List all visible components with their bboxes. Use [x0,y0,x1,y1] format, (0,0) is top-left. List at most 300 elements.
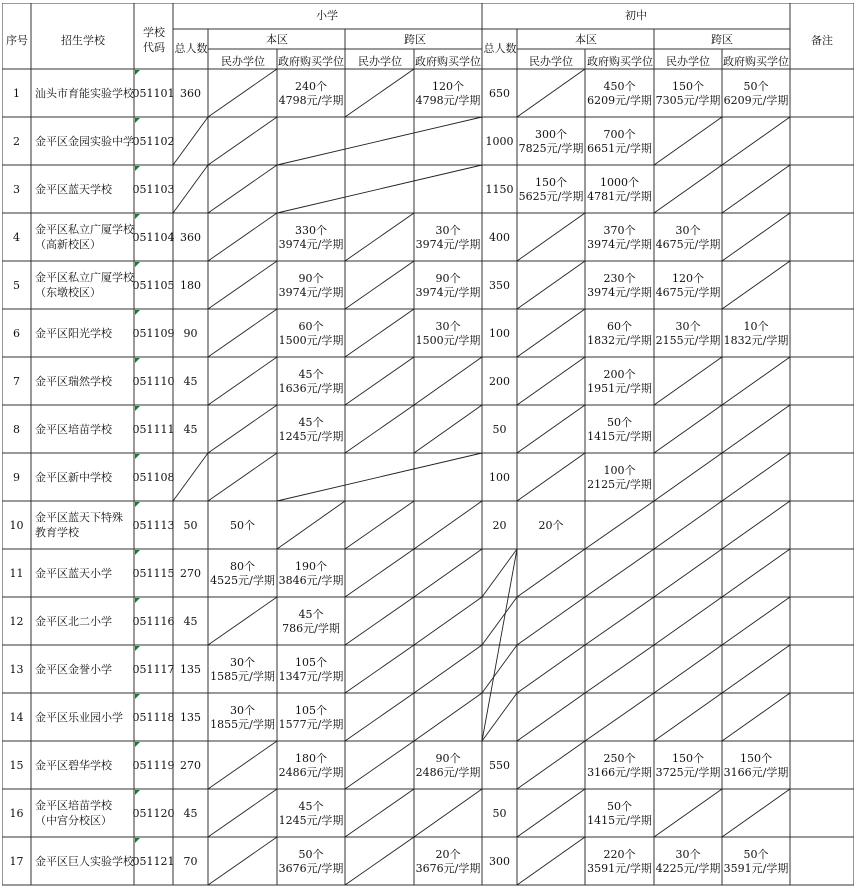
seat-fee: 2155元/学期 [655,334,721,347]
empty-cell-slash [517,837,585,885]
header-seq: 序号 [6,34,28,47]
seat-fee: 3974元/学期 [587,238,652,251]
empty-cell-slash [517,741,585,789]
empty-cell-slash [722,693,790,741]
empty-cell-slash [173,453,208,501]
empty-cell-slash [414,357,482,405]
seat-count: 30个 [435,320,461,333]
cell-comment-marker [135,358,140,363]
seat-count: 10个 [743,320,769,333]
empty-cell-slash [208,69,277,117]
seat-fee: 1500元/学期 [415,334,481,347]
seat-count: 230个 [603,272,636,285]
school-name-line2: （中宫分校区） [35,814,112,827]
seat-count: 700个 [603,128,636,141]
empty-cell-slash [722,501,790,549]
school-code: 051120 [132,807,175,820]
seat-fee: 4798元/学期 [415,94,481,107]
empty-cell-slash [414,645,482,693]
empty-cell-slash [517,549,585,597]
merged-empty-slash [277,165,482,213]
row-number: 16 [9,807,24,820]
seat-count: 50个 [743,80,769,93]
seat-fee: 1245元/学期 [278,430,344,443]
total-seats: 650 [489,87,510,100]
school-name: 金平区蓝天下特殊 [35,511,123,524]
seat-fee: 7825元/学期 [518,142,584,155]
header-primary-local: 本区 [266,33,288,46]
seat-fee: 6209元/学期 [587,94,652,107]
header-junior: 初中 [625,9,647,22]
seat-fee: 3846元/学期 [278,574,344,587]
merged-empty-slash [277,117,482,165]
seat-count: 80个 [230,560,255,573]
empty-cell-slash [654,549,722,597]
empty-cell-slash [517,597,585,645]
empty-cell-slash [208,405,277,453]
seat-count: 30个 [675,320,701,333]
empty-cell-slash [208,213,277,261]
seat-count: 45个 [298,800,324,813]
school-code: 051105 [132,279,175,292]
seat-fee: 7305元/学期 [655,94,721,107]
empty-cell-slash [277,501,345,549]
row-number: 12 [9,615,24,628]
school-code: 051117 [132,663,175,676]
total-seats: 20 [492,519,507,532]
school-code: 051108 [132,471,175,484]
school-name: 金平区私立广厦学校 [35,271,134,284]
table-body [10,80,789,875]
seat-fee: 3725元/学期 [655,766,721,779]
empty-cell-slash [208,597,277,645]
empty-cell-slash [722,405,790,453]
seat-fee: 2125元/学期 [587,478,652,491]
empty-cell-slash [173,165,208,213]
seat-fee: 1415元/学期 [587,814,652,827]
empty-cell-slash [722,117,790,165]
seat-count: 50个 [607,416,632,429]
header-j-cross-private: 民办学位 [666,55,710,68]
empty-cell-slash [208,261,277,309]
empty-cell-slash [482,645,517,693]
empty-cell-slash [722,165,790,213]
header-primary-total: 总人数 [174,42,208,55]
seat-fee: 3166元/学期 [587,766,652,779]
total-seats: 100 [489,471,510,484]
seat-fee: 3676元/学期 [278,862,344,875]
total-seats: 550 [489,759,510,772]
row-number: 8 [13,423,20,436]
total-seats: 90 [183,327,198,340]
seat-count: 50个 [298,848,324,861]
header-j-cross-gov: 政府购买学位 [723,55,789,68]
seat-count: 100个 [603,464,636,477]
empty-cell-slash [208,309,277,357]
empty-cell-slash [345,789,414,837]
empty-cell-slash [517,69,585,117]
seat-count: 20个 [538,519,564,532]
seat-count: 45个 [298,416,324,429]
seat-count: 50个 [743,848,769,861]
seat-count: 50个 [230,519,255,532]
seat-fee: 1636元/学期 [278,382,344,395]
seat-count: 50个 [607,800,632,813]
school-name: 金平区碧华学校 [35,759,112,772]
empty-cell-slash [722,261,790,309]
seat-fee: 1855元/学期 [210,718,275,731]
seat-count: 90个 [435,752,461,765]
empty-cell-slash [722,453,790,501]
seat-fee: 4675元/学期 [655,286,721,299]
empty-cell-slash [345,357,414,405]
school-code: 051111 [132,423,175,436]
empty-cell-slash [345,309,414,357]
seat-count: 60个 [298,320,324,333]
empty-cell-slash [208,165,277,213]
seat-count: 190个 [295,560,327,573]
seat-count: 330个 [295,224,327,237]
total-seats: 70 [183,855,198,868]
empty-cell-slash [345,549,414,597]
total-seats: 50 [183,519,198,532]
seat-count: 240个 [295,80,327,93]
seat-count: 105个 [295,656,327,669]
seat-fee: 1832元/学期 [587,334,652,347]
header-primary: 小学 [316,9,338,22]
seat-fee: 6651元/学期 [587,142,652,155]
row-number: 6 [13,327,20,340]
empty-cell-slash [414,501,482,549]
seat-count: 300个 [535,128,567,141]
total-seats: 200 [489,375,510,388]
row-number: 9 [13,471,20,484]
header-p-local-private: 民办学位 [221,55,265,68]
cell-comment-marker [135,790,140,795]
empty-cell-slash [517,213,585,261]
total-seats: 50 [492,807,507,820]
empty-cell-slash [517,261,585,309]
seat-fee: 5625元/学期 [518,190,584,203]
school-name-line2: （高新校区） [35,238,101,251]
school-name: 金平区私立广厦学校 [35,223,134,236]
cell-comment-marker [135,646,140,651]
seat-fee: 6209元/学期 [723,94,789,107]
seat-count: 120个 [432,80,464,93]
seat-fee: 3974元/学期 [278,286,344,299]
school-code: 051115 [132,567,175,580]
row-number: 1 [13,87,20,100]
header-p-local-gov: 政府购买学位 [278,55,344,68]
seat-count: 90个 [298,272,324,285]
total-seats: 45 [183,615,198,628]
empty-cell-slash [585,597,654,645]
seat-fee: 3974元/学期 [415,286,481,299]
total-seats: 100 [489,327,510,340]
school-name: 金平区蓝天学校 [35,183,112,196]
total-seats: 135 [180,711,201,724]
cell-comment-marker [135,838,140,843]
school-name: 金平区蓝天小学 [35,567,112,580]
empty-cell-slash [585,693,654,741]
seat-count: 20个 [435,848,461,861]
school-code: 051109 [132,327,175,340]
header-junior-total: 总人数 [483,42,517,55]
empty-cell-slash [585,501,654,549]
seat-fee: 1577元/学期 [278,718,344,731]
empty-cell-slash [414,789,482,837]
empty-cell-slash [517,357,585,405]
school-code: 051116 [132,615,175,628]
seat-count: 60个 [607,320,632,333]
seat-count: 150个 [672,752,704,765]
cell-comment-marker [135,70,140,75]
empty-cell-slash [654,789,722,837]
seat-count: 120个 [672,272,704,285]
seat-count: 220个 [603,848,636,861]
school-code: 051104 [132,231,175,244]
enrollment-table [2,3,854,889]
empty-cell-slash [414,597,482,645]
empty-cell-slash [722,645,790,693]
empty-cell-slash [345,645,414,693]
school-name: 金平区金园实验中学 [35,135,134,148]
school-name: 金平区培苗学校 [35,799,112,812]
seat-fee: 4798元/学期 [278,94,344,107]
header-remarks: 备注 [811,34,833,47]
school-code: 051119 [132,759,175,772]
total-seats: 50 [492,423,507,436]
header-j-local-gov: 政府购买学位 [587,55,653,68]
empty-cell-slash [345,501,414,549]
empty-cell-slash [517,405,585,453]
empty-cell-slash [414,549,482,597]
empty-cell-slash [654,597,722,645]
seat-fee: 4675元/学期 [655,238,721,251]
empty-cell-slash [654,453,722,501]
empty-cell-slash [517,645,585,693]
cell-comment-marker [135,118,140,123]
seat-fee: 3676元/学期 [415,862,481,875]
seat-fee: 3591元/学期 [723,862,789,875]
seat-fee: 4525元/学期 [210,574,275,587]
empty-cell-slash [208,453,277,501]
empty-cell-slash [585,645,654,693]
empty-cell-slash [345,693,414,741]
seat-fee: 1951元/学期 [587,382,652,395]
header-school: 招生学校 [61,34,105,47]
school-name: 金平区培苗学校 [35,423,112,436]
empty-cell-slash [173,117,208,165]
header-code-line2: 代码 [143,41,165,54]
cell-comment-marker [135,166,140,171]
merged-empty-slash [277,453,482,501]
header-j-local-private: 民办学位 [529,55,573,68]
empty-cell-slash [345,597,414,645]
cell-comment-marker [135,454,140,459]
empty-cell-slash [517,453,585,501]
empty-cell-slash [654,645,722,693]
cell-comment-marker [135,262,140,267]
seat-fee: 1347元/学期 [278,670,344,683]
empty-cell-slash [345,213,414,261]
empty-cell-slash [654,693,722,741]
seat-count: 30个 [230,656,255,669]
empty-cell-slash [208,357,277,405]
total-seats: 180 [180,279,201,292]
empty-cell-slash [345,69,414,117]
empty-cell-slash [208,117,277,165]
total-seats: 360 [180,87,201,100]
cell-comment-marker [135,598,140,603]
header-junior-cross: 跨区 [711,33,733,46]
school-name: 金平区巨人实验学校 [35,855,134,868]
seat-fee: 1585元/学期 [210,670,275,683]
row-number: 3 [13,183,20,196]
row-number: 14 [9,711,24,724]
header-p-cross-private: 民办学位 [358,55,402,68]
school-name: 金平区新中学校 [35,471,112,484]
seat-fee: 2486元/学期 [278,766,344,779]
total-seats: 45 [183,807,198,820]
school-code: 051113 [132,519,175,532]
empty-cell-slash [208,741,277,789]
school-name: 金平区北二小学 [35,615,112,628]
seat-count: 370个 [603,224,636,237]
seat-fee: 1500元/学期 [278,334,344,347]
total-seats: 270 [180,567,201,580]
row-number: 17 [9,855,24,868]
row-number: 2 [13,135,20,148]
seat-fee: 4781元/学期 [587,190,652,203]
seat-fee: 3974元/学期 [587,286,652,299]
school-code: 051110 [132,375,175,388]
row-number: 13 [9,663,24,676]
seat-count: 200个 [603,368,636,381]
seat-count: 90个 [435,272,461,285]
total-seats: 1150 [485,183,514,196]
seat-fee: 3166元/学期 [723,766,789,779]
cell-comment-marker [135,502,140,507]
empty-cell-slash [414,405,482,453]
empty-cell-slash [722,549,790,597]
seat-fee: 786元/学期 [282,622,340,635]
total-seats: 45 [183,423,198,436]
empty-cell-slash [654,405,722,453]
empty-cell-slash [482,549,517,597]
seat-fee: 3974元/学期 [415,238,481,251]
school-name: 金平区金誉小学 [35,663,112,676]
school-name-line2: （东墩校区） [35,286,101,299]
seat-count: 150个 [740,752,772,765]
school-name: 金平区乐业园小学 [35,711,123,724]
seat-fee: 1245元/学期 [278,814,344,827]
school-name: 金平区阳光学校 [35,327,112,340]
header-p-cross-gov: 政府购买学位 [415,55,481,68]
table-header [6,8,833,68]
header-code-line1: 学校 [143,26,165,39]
seat-count: 45个 [298,608,324,621]
seat-fee: 3974元/学期 [278,238,344,251]
empty-cell-slash [722,789,790,837]
empty-cell-slash [585,549,654,597]
total-seats: 45 [183,375,198,388]
cell-comment-marker [135,214,140,219]
seat-count: 30个 [675,848,701,861]
cell-comment-marker [135,694,140,699]
seat-count: 45个 [298,368,324,381]
school-name-line2: 教育学校 [35,526,79,539]
school-name: 金平区瑞然学校 [35,375,112,388]
total-seats: 135 [180,663,201,676]
seat-count: 250个 [603,752,636,765]
header-primary-cross: 跨区 [404,33,426,46]
empty-cell-slash [482,597,517,645]
seat-count: 150个 [535,176,567,189]
empty-cell-slash [517,309,585,357]
total-seats: 300 [489,855,510,868]
school-code: 051118 [132,711,175,724]
seat-count: 30个 [435,224,461,237]
empty-cell-slash [208,837,277,885]
school-code: 051101 [132,87,175,100]
seat-fee: 2486元/学期 [415,766,481,779]
row-number: 11 [9,567,24,580]
empty-cell-slash [482,693,517,741]
row-number: 5 [13,279,20,292]
cell-comment-marker [135,550,140,555]
total-seats: 350 [489,279,510,292]
cell-comment-marker [135,310,140,315]
total-seats: 1000 [485,135,514,148]
empty-cell-slash [722,357,790,405]
empty-cell-slash [654,165,722,213]
empty-cell-slash [345,261,414,309]
empty-cell-slash [722,597,790,645]
empty-cell-slash [345,405,414,453]
empty-cell-slash [345,837,414,885]
empty-cell-slash [414,693,482,741]
row-number: 15 [9,759,24,772]
school-code: 051121 [132,855,175,868]
seat-count: 180个 [295,752,327,765]
row-number: 7 [13,375,20,388]
empty-cell-slash [345,741,414,789]
cell-comment-marker [135,406,140,411]
seat-fee: 1415元/学期 [587,430,652,443]
row-number: 10 [9,519,24,532]
school-code: 051102 [132,135,175,148]
seat-count: 450个 [603,80,636,93]
seat-count: 150个 [672,80,704,93]
total-seats: 360 [180,231,201,244]
empty-cell-slash [654,117,722,165]
empty-cell-slash [517,693,585,741]
total-seats: 270 [180,759,201,772]
seat-fee: 1832元/学期 [723,334,789,347]
seat-count: 105个 [295,704,327,717]
school-name: 汕头市育能实验学校 [35,87,134,100]
school-code: 051103 [132,183,175,196]
seat-count: 30个 [675,224,701,237]
total-seats: 400 [489,231,510,244]
header-junior-local: 本区 [575,33,597,46]
cell-comment-marker [135,742,140,747]
seat-count: 1000个 [600,176,639,189]
seat-fee: 4225元/学期 [655,862,721,875]
empty-cell-slash [654,501,722,549]
empty-cell-slash [722,213,790,261]
